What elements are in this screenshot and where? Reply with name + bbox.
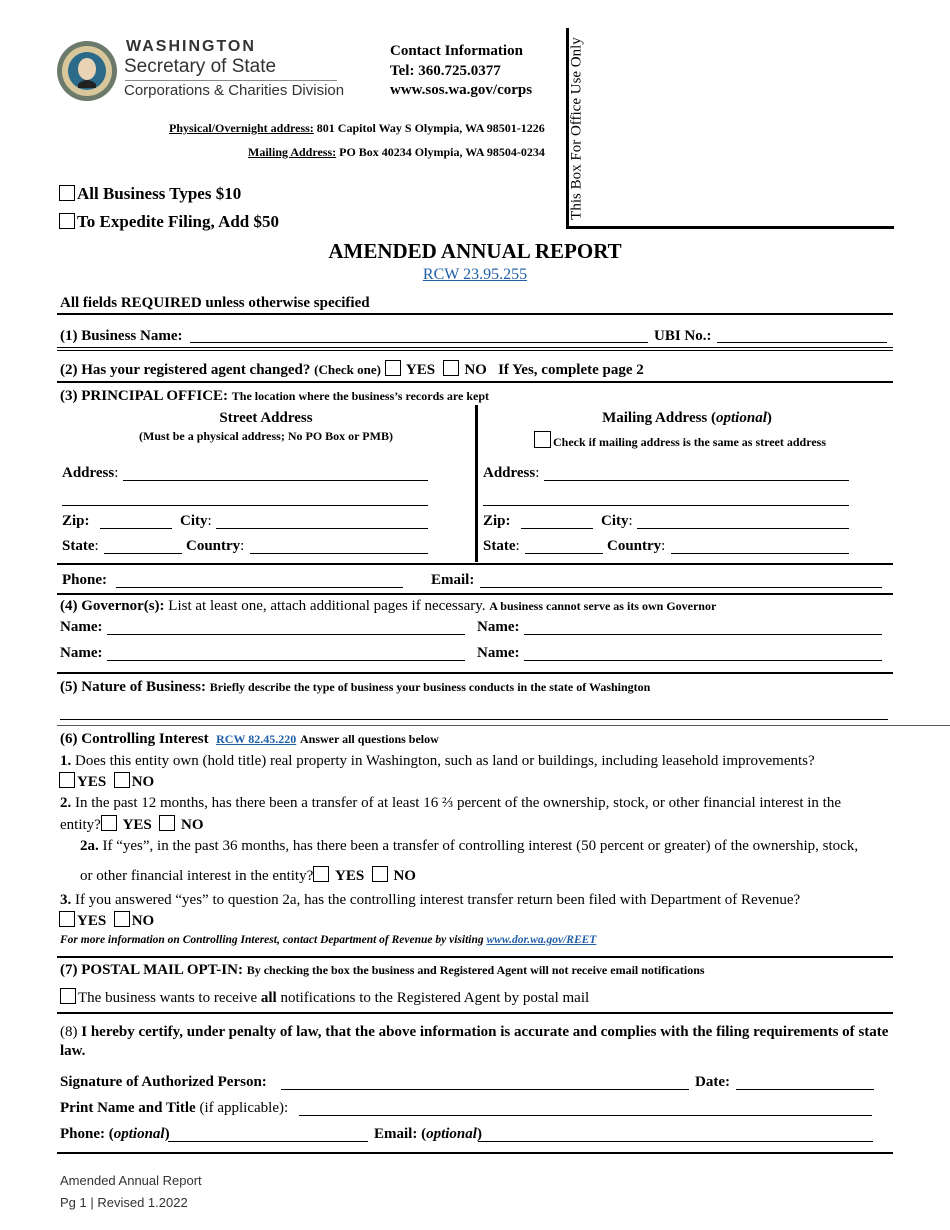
page-title: AMENDED ANNUAL REPORT bbox=[328, 239, 622, 263]
office-use-box-bottom bbox=[566, 226, 894, 229]
q3-answers bbox=[59, 911, 154, 930]
q2-text-b: entity? bbox=[60, 817, 101, 833]
governors-title: (4) Governor(s): bbox=[60, 598, 165, 614]
same-as-street-label: Check if mailing address is the same as street address bbox=[553, 435, 826, 449]
q2a-line2 bbox=[80, 866, 416, 885]
agent-no-checkbox[interactable] bbox=[443, 360, 459, 376]
street-address-field[interactable] bbox=[123, 468, 428, 481]
street-zip-field[interactable] bbox=[100, 516, 172, 529]
phone-label: Phone: bbox=[62, 572, 107, 588]
fee-all-business-label: All Business Types $10 bbox=[77, 184, 242, 203]
rule bbox=[57, 725, 950, 726]
physical-address bbox=[169, 121, 545, 136]
principal-office-sub: The location where the business’s records are kept bbox=[231, 389, 490, 403]
governor-name-field-4[interactable] bbox=[524, 648, 882, 661]
q2a bbox=[80, 838, 858, 855]
street-address-label: Address bbox=[62, 465, 115, 481]
footer-title: Amended Annual Report bbox=[60, 1173, 202, 1188]
mail-zip-field[interactable] bbox=[521, 516, 593, 529]
certification bbox=[60, 1023, 896, 1061]
agent-yes-label: YES bbox=[405, 362, 436, 378]
opt-email-label: Email: ( bbox=[374, 1126, 427, 1142]
q2a-text-b: or other financial interest in the entity? bbox=[80, 868, 314, 884]
dor-link[interactable]: www.dor.wa.gov/REET bbox=[486, 934, 597, 946]
agent-yes-checkbox[interactable] bbox=[385, 360, 401, 376]
mail-state-label: State bbox=[483, 538, 516, 554]
principal-office-title: (3) PRINCIPAL OFFICE: bbox=[60, 388, 229, 404]
check-one: (Check one) bbox=[314, 362, 381, 377]
mail-address-field[interactable] bbox=[544, 468, 849, 481]
postal-text-a: The business wants to receive bbox=[78, 990, 261, 1006]
q3-yes-checkbox[interactable] bbox=[59, 911, 75, 927]
q3 bbox=[60, 892, 800, 909]
contact-web: www.sos.wa.gov/corps bbox=[390, 82, 533, 98]
org-subtitle: Secretary of State bbox=[124, 56, 277, 77]
nature-text: Briefly describe the type of business your business conducts in the state of Washington bbox=[209, 680, 651, 694]
mailing-optional: optional bbox=[716, 410, 767, 426]
q3-no-label: NO bbox=[131, 913, 155, 929]
q2a-no-checkbox[interactable] bbox=[372, 866, 388, 882]
rule bbox=[57, 1012, 893, 1014]
street-note: (Must be a physical address; No PO Box or PMB) bbox=[139, 429, 393, 443]
rule bbox=[57, 672, 893, 674]
fee-expedite-label: To Expedite Filing, Add $50 bbox=[77, 212, 280, 231]
mail-address-field-2[interactable] bbox=[483, 493, 849, 506]
contact-title: Contact Information bbox=[390, 43, 523, 59]
fee-all-business-checkbox[interactable] bbox=[59, 185, 75, 201]
governor-name-label-4: Name: bbox=[477, 645, 520, 661]
q3-num: 3. bbox=[60, 892, 72, 908]
if-applicable: (if applicable): bbox=[199, 1100, 289, 1116]
mail-zip-label: Zip: bbox=[483, 513, 511, 529]
date-field[interactable] bbox=[736, 1077, 874, 1090]
governor-name-field-1[interactable] bbox=[107, 622, 465, 635]
agent-changed-question: (2) Has your registered agent changed? bbox=[60, 362, 311, 378]
phone-field[interactable] bbox=[116, 575, 403, 588]
postal-optin bbox=[60, 988, 589, 1007]
governor-name-field-3[interactable] bbox=[107, 648, 465, 661]
business-name-field[interactable] bbox=[190, 330, 648, 343]
rcw-link[interactable]: RCW 23.95.255 bbox=[422, 266, 528, 283]
signature-label: Signature of Authorized Person: bbox=[60, 1074, 267, 1090]
street-country-label: Country bbox=[186, 538, 241, 554]
postal-text-b: notifications to the Registered Agent by postal mail bbox=[276, 990, 590, 1006]
principal-office-heading bbox=[60, 388, 489, 405]
ubi-field[interactable] bbox=[717, 330, 887, 343]
governor-name-label-1: Name: bbox=[60, 619, 103, 635]
q2-line2 bbox=[60, 815, 204, 834]
rule bbox=[57, 563, 893, 565]
q2a-no-label: NO bbox=[393, 868, 416, 884]
q2a-text: If “yes”, in the past 36 months, has there been a transfer of controlling interest (50 percent or greater) of the ownership, stock, bbox=[102, 838, 859, 854]
mailing-label: Mailing Address: bbox=[248, 145, 337, 159]
q3-yes-label: YES bbox=[77, 913, 107, 929]
mailing-address bbox=[248, 145, 545, 160]
opt-phone-label: Phone: ( bbox=[60, 1126, 114, 1142]
postal-heading bbox=[60, 962, 705, 979]
governor-name-label-2: Name: bbox=[477, 619, 520, 635]
mail-state-field[interactable] bbox=[525, 541, 603, 554]
email-label: Email: bbox=[431, 572, 475, 588]
required-note: All fields REQUIRED unless otherwise specified bbox=[60, 295, 370, 311]
agent-changed bbox=[60, 360, 644, 379]
q1 bbox=[60, 753, 815, 770]
state-seal bbox=[56, 40, 118, 102]
governors-heading bbox=[60, 598, 716, 615]
governors-text: List at least one, attach additional pages if necessary. bbox=[168, 598, 486, 614]
print-name bbox=[60, 1100, 288, 1117]
q2 bbox=[60, 795, 841, 812]
q1-answers bbox=[59, 772, 154, 791]
mail-address-label: Address bbox=[483, 465, 536, 481]
business-name-label: (1) Business Name: bbox=[60, 328, 183, 344]
org-division: Corporations & Charities Division bbox=[124, 82, 345, 99]
street-address-field-2[interactable] bbox=[62, 493, 428, 506]
mailing-title bbox=[482, 410, 892, 427]
postal-optin-checkbox[interactable] bbox=[60, 988, 76, 1004]
opt-phone bbox=[60, 1126, 170, 1143]
q2a-num: 2a. bbox=[80, 838, 99, 854]
q1-no-label: NO bbox=[131, 774, 155, 790]
agent-no-label: NO bbox=[464, 362, 487, 378]
mailing-value: PO Box 40234 Olympia, WA 98504-0234 bbox=[339, 145, 545, 159]
physical-value: 801 Capitol Way S Olympia, WA 98501-1226 bbox=[316, 121, 545, 135]
street-city-field[interactable] bbox=[216, 516, 428, 529]
opt-email-field[interactable] bbox=[478, 1129, 873, 1142]
opt-email-optional: optional bbox=[426, 1126, 477, 1142]
nature-title: (5) Nature of Business: bbox=[60, 679, 206, 695]
rule bbox=[57, 313, 893, 315]
street-city-label: City bbox=[180, 513, 208, 529]
street-zip-label: Zip: bbox=[62, 513, 90, 529]
rule bbox=[57, 350, 893, 351]
mailing-title-text: Mailing Address ( bbox=[602, 410, 717, 426]
answer-all: Answer all questions below bbox=[299, 732, 439, 746]
mail-country-label: Country bbox=[607, 538, 662, 554]
q2a-yes-checkbox[interactable] bbox=[313, 866, 329, 882]
street-state-field[interactable] bbox=[104, 541, 182, 554]
rule bbox=[57, 593, 893, 595]
postal-title: (7) POSTAL MAIL OPT-IN: bbox=[60, 962, 243, 978]
q2-num: 2. bbox=[60, 795, 72, 811]
opt-phone-field[interactable] bbox=[168, 1129, 368, 1142]
governor-name-label-3: Name: bbox=[60, 645, 103, 661]
controlling-heading bbox=[60, 731, 439, 748]
opt-email-close: ) bbox=[476, 1126, 482, 1142]
q3-text: If you answered “yes” to question 2a, has the controlling interest transfer return been filed with Department of Revenue? bbox=[75, 892, 801, 908]
certify-num: (8) bbox=[60, 1024, 78, 1040]
q2a-yes-label: YES bbox=[335, 868, 365, 884]
q2-no-checkbox[interactable] bbox=[159, 815, 175, 831]
q2-no-label: NO bbox=[181, 817, 204, 833]
q2-yes-checkbox[interactable] bbox=[101, 815, 117, 831]
q2-yes-label: YES bbox=[122, 817, 152, 833]
office-use-label: This Box For Office Use Only bbox=[568, 37, 585, 220]
q1-no-checkbox[interactable] bbox=[114, 772, 130, 788]
nature-field[interactable] bbox=[60, 707, 888, 720]
ubi-label: UBI No.: bbox=[654, 328, 712, 344]
governors-note: A business cannot serve as its own Governor bbox=[489, 599, 717, 613]
controlling-title: (6) Controlling Interest bbox=[60, 731, 209, 747]
rule bbox=[57, 347, 893, 348]
email-field[interactable] bbox=[480, 575, 882, 588]
postal-text-bold: all bbox=[260, 990, 277, 1006]
rule bbox=[57, 1152, 893, 1154]
q1-num: 1. bbox=[60, 753, 72, 769]
mailing-close: ) bbox=[766, 410, 772, 426]
q1-yes-checkbox[interactable] bbox=[59, 772, 75, 788]
certify-text-a: I hereby certify, under penalty of law, that the above information is accurate and complies with the filing requirements of bbox=[81, 1024, 855, 1040]
street-state-label: State bbox=[62, 538, 95, 554]
q1-text: Does this entity own (hold title) real property in Washington, such as land or buildings, including leasehold improvements? bbox=[75, 753, 815, 769]
more-info-text: For more information on Controlling Interest, contact Department of Revenue by visiting bbox=[60, 934, 484, 946]
fee-all-business bbox=[59, 184, 241, 204]
opt-phone-optional: optional bbox=[113, 1126, 165, 1142]
column-divider bbox=[475, 405, 478, 562]
physical-label: Physical/Overnight address: bbox=[169, 121, 314, 135]
mail-city-label: City bbox=[601, 513, 629, 529]
rule bbox=[57, 956, 893, 958]
street-country-field[interactable] bbox=[250, 541, 428, 554]
fee-expedite-checkbox[interactable] bbox=[59, 213, 75, 229]
contact-tel: Tel: 360.725.0377 bbox=[390, 63, 501, 79]
org-name: WASHINGTON bbox=[126, 38, 256, 55]
controlling-rcw-link[interactable]: RCW 82.45.220 bbox=[216, 732, 297, 746]
street-title: Street Address bbox=[219, 410, 313, 426]
mail-country-field[interactable] bbox=[671, 541, 849, 554]
certify-text-b: state law. bbox=[60, 1024, 889, 1059]
fee-expedite bbox=[59, 212, 279, 232]
mail-city-field[interactable] bbox=[637, 516, 849, 529]
q2-text: In the past 12 months, has there been a transfer of at least 16 ⅔ percent of the ownership, stock, or other financial interest in the bbox=[75, 795, 842, 811]
print-name-label: Print Name and Title bbox=[60, 1100, 196, 1116]
signature-field[interactable] bbox=[281, 1077, 689, 1090]
rule bbox=[57, 381, 893, 383]
postal-note: By checking the box the business and Registered Agent will not receive email notifications bbox=[246, 963, 705, 977]
more-info bbox=[60, 934, 596, 946]
same-as-street-checkbox[interactable] bbox=[534, 431, 551, 448]
nature-heading bbox=[60, 679, 650, 696]
date-label: Date: bbox=[695, 1074, 730, 1090]
same-as-street bbox=[534, 431, 826, 450]
print-name-field[interactable] bbox=[299, 1103, 872, 1116]
governor-name-field-2[interactable] bbox=[524, 622, 882, 635]
opt-phone-close: ) bbox=[164, 1126, 170, 1142]
opt-email bbox=[374, 1126, 482, 1143]
q1-yes-label: YES bbox=[77, 774, 107, 790]
divider bbox=[125, 80, 337, 81]
footer-page: Pg 1 | Revised 1.2022 bbox=[60, 1195, 188, 1210]
q3-no-checkbox[interactable] bbox=[114, 911, 130, 927]
agent-note: If Yes, complete page 2 bbox=[498, 362, 644, 378]
